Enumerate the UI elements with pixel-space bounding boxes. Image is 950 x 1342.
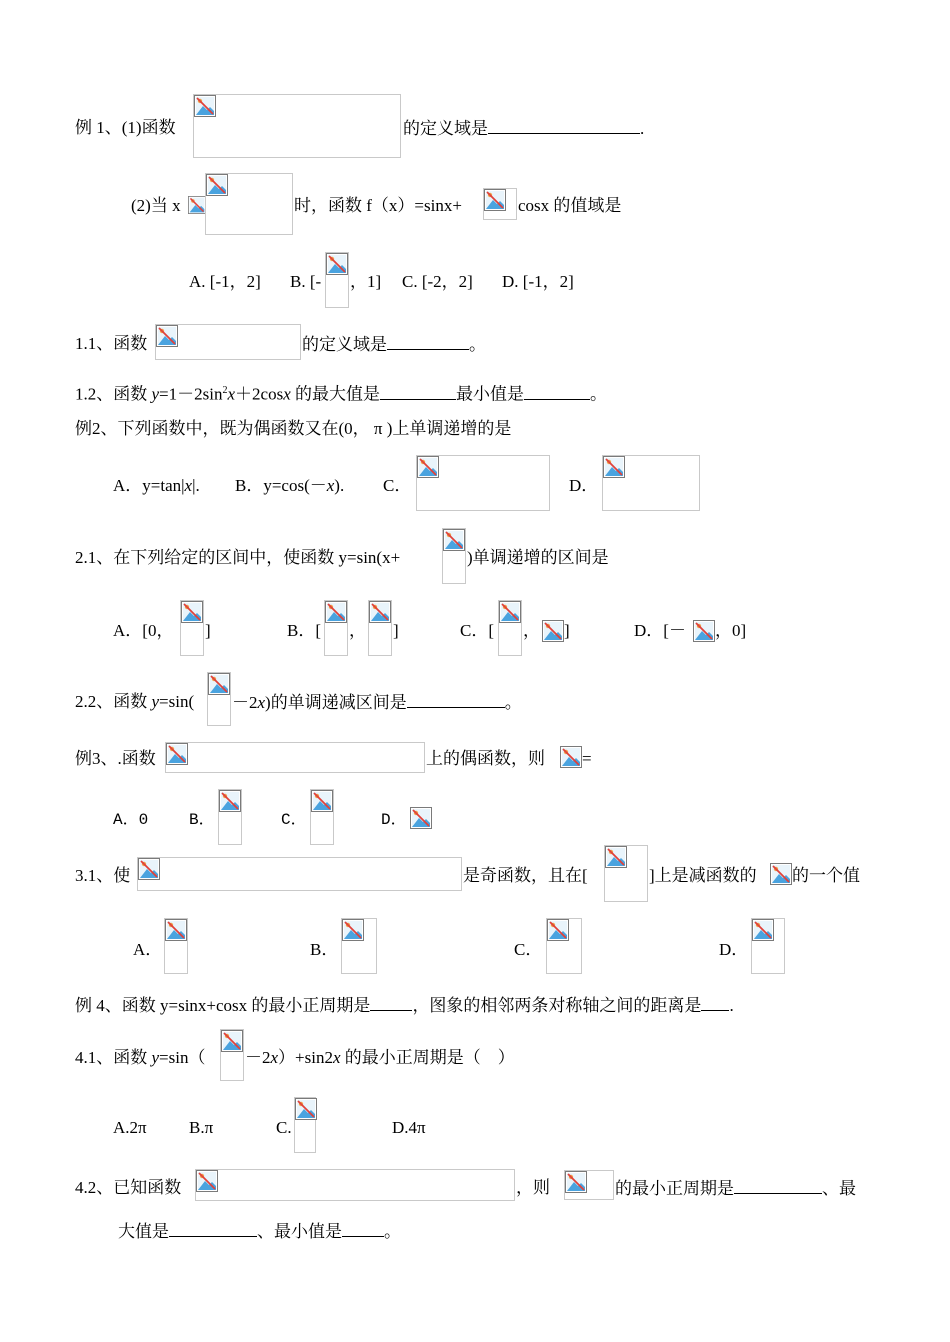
- formula-image: [218, 789, 242, 845]
- q1-2-text: ＋2cos: [235, 384, 284, 404]
- q4-2-text: 的最小正周期是: [615, 1179, 734, 1198]
- broken-image-icon: [138, 858, 160, 880]
- q1-2-text: 的最大值是: [290, 384, 380, 404]
- ex1-part2-suffix: cosx 的值域是: [518, 196, 622, 215]
- q3-1: [75, 866, 130, 886]
- formula-image: [180, 600, 204, 656]
- option-text: A．: [133, 940, 163, 959]
- q3-1-end-text: 的一个值: [792, 866, 860, 885]
- q3-1-option-a: [133, 940, 162, 960]
- ex3-option-a: [113, 810, 148, 830]
- broken-image-icon: [208, 673, 230, 695]
- q3-1-suffix: ]上是减函数的: [649, 866, 757, 885]
- q1-2-text: 最小值是: [456, 384, 524, 404]
- formula-image: [368, 600, 392, 656]
- ex1-part2-middle: 时，函数 f（x）=sinx+: [294, 196, 462, 215]
- var-x: x: [332, 1048, 341, 1067]
- option-text: ]: [393, 621, 399, 640]
- broken-image-icon: [166, 743, 188, 765]
- broken-image-icon: [603, 456, 625, 478]
- q3-1-option-b: [310, 940, 338, 960]
- option-text: D．: [719, 940, 749, 959]
- option-text: ]: [564, 621, 570, 640]
- ex4: [75, 995, 734, 1016]
- q2-1-option-c-tail: [564, 621, 570, 641]
- broken-image-icon: [295, 1098, 317, 1120]
- q1-1-suffix: 的定义域是: [302, 335, 387, 354]
- option-text: D．[－: [634, 621, 686, 640]
- q2-1-option-b: [287, 621, 321, 641]
- ex1-option-b: [290, 272, 321, 292]
- q2-2-tail: [232, 692, 522, 713]
- var-x: x: [283, 384, 291, 404]
- q2-2-text: =sin(: [159, 692, 195, 711]
- answer-blank: [734, 1178, 822, 1194]
- ex3-option-d: [381, 810, 407, 830]
- broken-image-icon: [181, 601, 203, 623]
- q4-1-text: －2: [245, 1048, 271, 1067]
- q2-1: [75, 548, 400, 568]
- q4-1-option-a: [113, 1118, 147, 1138]
- option-text: C．: [281, 811, 307, 829]
- q1-2-text: =1－2sin: [159, 384, 223, 404]
- ex1-part1-end: .: [640, 119, 645, 138]
- q4-2-mid: [516, 1178, 550, 1198]
- ex4-end: .: [729, 996, 734, 1015]
- q1-2-text: 1.2、函数: [75, 384, 152, 404]
- ex3-equals: =: [582, 749, 592, 768]
- broken-image-icon: [547, 919, 569, 941]
- formula-image: [442, 528, 466, 584]
- option-text: A.2π: [113, 1118, 147, 1137]
- var-y: y: [151, 692, 160, 711]
- option-text: C．[: [460, 621, 494, 640]
- formula-image: [164, 918, 188, 974]
- q4-1-option-b: [189, 1118, 213, 1138]
- broken-image-icon: [484, 189, 506, 211]
- answer-blank: [701, 995, 729, 1011]
- answer-blank: [524, 384, 590, 400]
- q2-1-option-b-mid: [349, 621, 366, 641]
- q4-1-text: 4.1、函数: [75, 1048, 152, 1067]
- ex2-question: [75, 419, 511, 439]
- ex2-option-d: [569, 476, 598, 496]
- broken-image-icon: [325, 601, 347, 623]
- option-text: C.: [276, 1118, 292, 1137]
- q2-2-text: －2: [232, 693, 258, 712]
- q2-1-option-a: [113, 621, 173, 641]
- formula-image: [564, 1170, 614, 1200]
- q2-2-text: 2.2、函数: [75, 692, 152, 711]
- q2-2: [75, 692, 194, 712]
- option-text: ，: [523, 621, 540, 640]
- exponent: 2: [222, 385, 228, 396]
- broken-image-icon: [342, 919, 364, 941]
- ex1-part1: [75, 118, 176, 138]
- q3-1-mid: [463, 866, 588, 886]
- broken-image-icon: [206, 174, 228, 196]
- q4-2: [75, 1178, 181, 1198]
- broken-image-icon: [417, 456, 439, 478]
- formula-image: [751, 918, 785, 974]
- broken-image-icon: [165, 919, 187, 941]
- formula-image: [294, 1097, 316, 1153]
- q4-2-tail: [615, 1178, 856, 1199]
- q4-2-middle: ，则: [516, 1178, 550, 1197]
- ex1-part1-suffix: 的定义域是: [403, 119, 488, 138]
- option-text: ，: [349, 621, 366, 640]
- q4-1-text: 的最小正周期是（ ）: [340, 1048, 515, 1067]
- q4-1-tail: [245, 1048, 515, 1068]
- broken-image-icon: [194, 95, 216, 117]
- var-y: y: [151, 1048, 160, 1067]
- option-text: C．: [514, 940, 543, 959]
- ex4-text: 例 4、函数 y=sinx+cosx 的最小正周期是: [75, 996, 371, 1015]
- formula-image: [155, 324, 301, 360]
- broken-image-icon: [410, 807, 432, 829]
- ex3-suffix: 上的偶函数，则: [426, 749, 545, 768]
- answer-blank: [407, 692, 505, 708]
- formula-image: [193, 94, 401, 158]
- formula-image: [137, 857, 462, 891]
- option-text: ).: [334, 476, 345, 495]
- ex1-option-d: [502, 272, 574, 292]
- q1-2: [75, 381, 607, 405]
- formula-image: [416, 455, 550, 511]
- broken-image-icon: [770, 863, 792, 885]
- q4-2-prefix: 4.2、已知函数: [75, 1178, 182, 1197]
- broken-image-icon: [221, 1030, 243, 1052]
- q2-1-prefix: 2.1、在下列给定的区间中，使函数 y=sin(x+: [75, 548, 401, 567]
- q4-2-text: 、最小值是: [257, 1222, 342, 1241]
- q4-1-text: =sin（: [159, 1048, 206, 1067]
- ex1-part2: [131, 196, 181, 216]
- answer-blank: [387, 334, 469, 350]
- ex1-option-c: [402, 272, 473, 292]
- option-text: A．[0，: [113, 621, 174, 640]
- option-text: A．y=tan|: [113, 476, 185, 495]
- broken-image-icon: [565, 1171, 587, 1193]
- q4-2-text: 、最: [822, 1179, 856, 1198]
- option-text: D. [-1，2]: [502, 272, 574, 291]
- formula-image: [604, 845, 648, 902]
- var-x: x: [184, 476, 193, 495]
- var-y: y: [151, 384, 160, 404]
- answer-blank: [169, 1221, 257, 1237]
- ex1-part1-prefix: 例 1、(1)函数: [75, 118, 176, 137]
- q3-1-prefix: 3.1、使: [75, 866, 131, 885]
- q3-1-post: [649, 866, 757, 886]
- option-text: |.: [192, 476, 200, 495]
- formula-image: [602, 455, 700, 511]
- ex2-option-c: [383, 476, 411, 496]
- broken-image-icon: [542, 620, 564, 642]
- broken-image-icon: [560, 746, 582, 768]
- ex1-part2-tail: [518, 196, 621, 216]
- q3-1-option-d: [719, 940, 748, 960]
- broken-image-icon: [326, 253, 348, 275]
- ex2-text: 例2、下列函数中，既为偶函数又在(0， π )上单调递增的是: [75, 419, 512, 438]
- option-text: B．y=cos(－: [235, 476, 327, 495]
- formula-image: [165, 742, 425, 773]
- ex3-tail: [426, 749, 545, 769]
- formula-image: [546, 918, 582, 974]
- option-text: B. [-: [290, 272, 322, 291]
- option-text: ，1]: [350, 272, 382, 291]
- option-text: D．: [569, 476, 599, 495]
- broken-image-icon: [443, 529, 465, 551]
- option-text: C. [-2，2]: [402, 272, 473, 291]
- formula-image: [498, 600, 522, 656]
- option-text: ，0]: [715, 621, 747, 640]
- formula-image: [205, 173, 293, 235]
- ex3-option-b: [189, 810, 215, 830]
- broken-image-icon: [693, 620, 715, 642]
- q2-1-option-c: [460, 621, 494, 641]
- q4-1-text: ）+sin2: [278, 1048, 333, 1067]
- formula-image: [324, 600, 348, 656]
- broken-image-icon: [311, 790, 333, 812]
- option-text: B．[: [287, 621, 321, 640]
- option-text: A．0: [113, 811, 149, 829]
- q2-1-tail: [467, 548, 609, 568]
- ex1-option-a: [189, 272, 261, 292]
- q2-1-option-d-tail: [715, 621, 746, 641]
- ex1-part2-mid: [294, 196, 462, 216]
- q4-2-line2: [118, 1221, 401, 1242]
- q3-1-middle: 是奇函数，且在[: [463, 866, 588, 885]
- q4-1: [75, 1048, 205, 1068]
- formula-image: [483, 188, 517, 220]
- answer-blank: [370, 995, 412, 1011]
- ex1-option-b-tail: [350, 272, 381, 292]
- ex2-option-b: [235, 476, 344, 496]
- q1-1-end: 。: [469, 335, 486, 354]
- q1-2-end: 。: [590, 384, 607, 404]
- broken-image-icon: [499, 601, 521, 623]
- q3-1-end: [792, 866, 860, 886]
- option-text: B．: [310, 940, 339, 959]
- ex3-eq: [582, 749, 592, 769]
- option-text: C．: [383, 476, 412, 495]
- q1-1-prefix: 1.1、函数: [75, 334, 148, 353]
- answer-blank: [342, 1221, 384, 1237]
- option-text: D.4π: [392, 1118, 426, 1137]
- answer-blank: [380, 384, 456, 400]
- q2-1-option-c-mid: [523, 621, 540, 641]
- q2-1-suffix: )单调递增的区间是: [467, 548, 609, 567]
- ex3-prefix: 例3、.函数: [75, 749, 156, 768]
- option-text: B．: [189, 811, 215, 829]
- broken-image-icon: [752, 919, 774, 941]
- option-text: A. [-1，2]: [189, 272, 261, 291]
- ex2-option-a: [113, 476, 200, 496]
- option-text: ]: [205, 621, 211, 640]
- q4-2-text: 大值是: [118, 1222, 169, 1241]
- ex1-part2-prefix: (2)当 x: [131, 196, 181, 215]
- q4-1-option-c: [276, 1118, 292, 1138]
- var-x: x: [227, 384, 236, 404]
- answer-blank: [488, 118, 640, 134]
- q4-1-option-d: [392, 1118, 426, 1138]
- option-text: B.π: [189, 1118, 214, 1137]
- q3-1-option-c: [514, 940, 542, 960]
- var-x: x: [326, 476, 335, 495]
- q4-2-end: 。: [384, 1222, 401, 1241]
- q2-2-end: 。: [504, 693, 522, 712]
- broken-image-icon: [219, 790, 241, 812]
- q1-1-tail: [302, 334, 486, 355]
- formula-image: [341, 918, 377, 974]
- ex3-option-c: [281, 810, 307, 830]
- formula-image: [207, 672, 231, 726]
- broken-image-icon: [156, 325, 178, 347]
- var-x: x: [257, 693, 266, 712]
- q2-1-option-d: [634, 621, 686, 641]
- option-text: D．: [381, 811, 407, 829]
- var-x: x: [270, 1048, 279, 1067]
- q2-1-option-b-tail: [393, 621, 399, 641]
- broken-image-icon: [188, 196, 206, 214]
- formula-image: [220, 1029, 244, 1081]
- q2-1-option-a-tail: [205, 621, 211, 641]
- formula-image: [325, 252, 349, 308]
- q1-1: [75, 334, 147, 354]
- ex3: [75, 749, 156, 769]
- formula-image: [195, 1169, 515, 1201]
- ex1-part1-tail: [403, 118, 644, 139]
- ex4-text: ，图象的相邻两条对称轴之间的距离是: [412, 996, 702, 1015]
- broken-image-icon: [196, 1170, 218, 1192]
- q2-2-text: )的单调递减区间是: [265, 693, 407, 712]
- formula-image: [310, 789, 334, 845]
- broken-image-icon: [605, 846, 627, 868]
- broken-image-icon: [369, 601, 391, 623]
